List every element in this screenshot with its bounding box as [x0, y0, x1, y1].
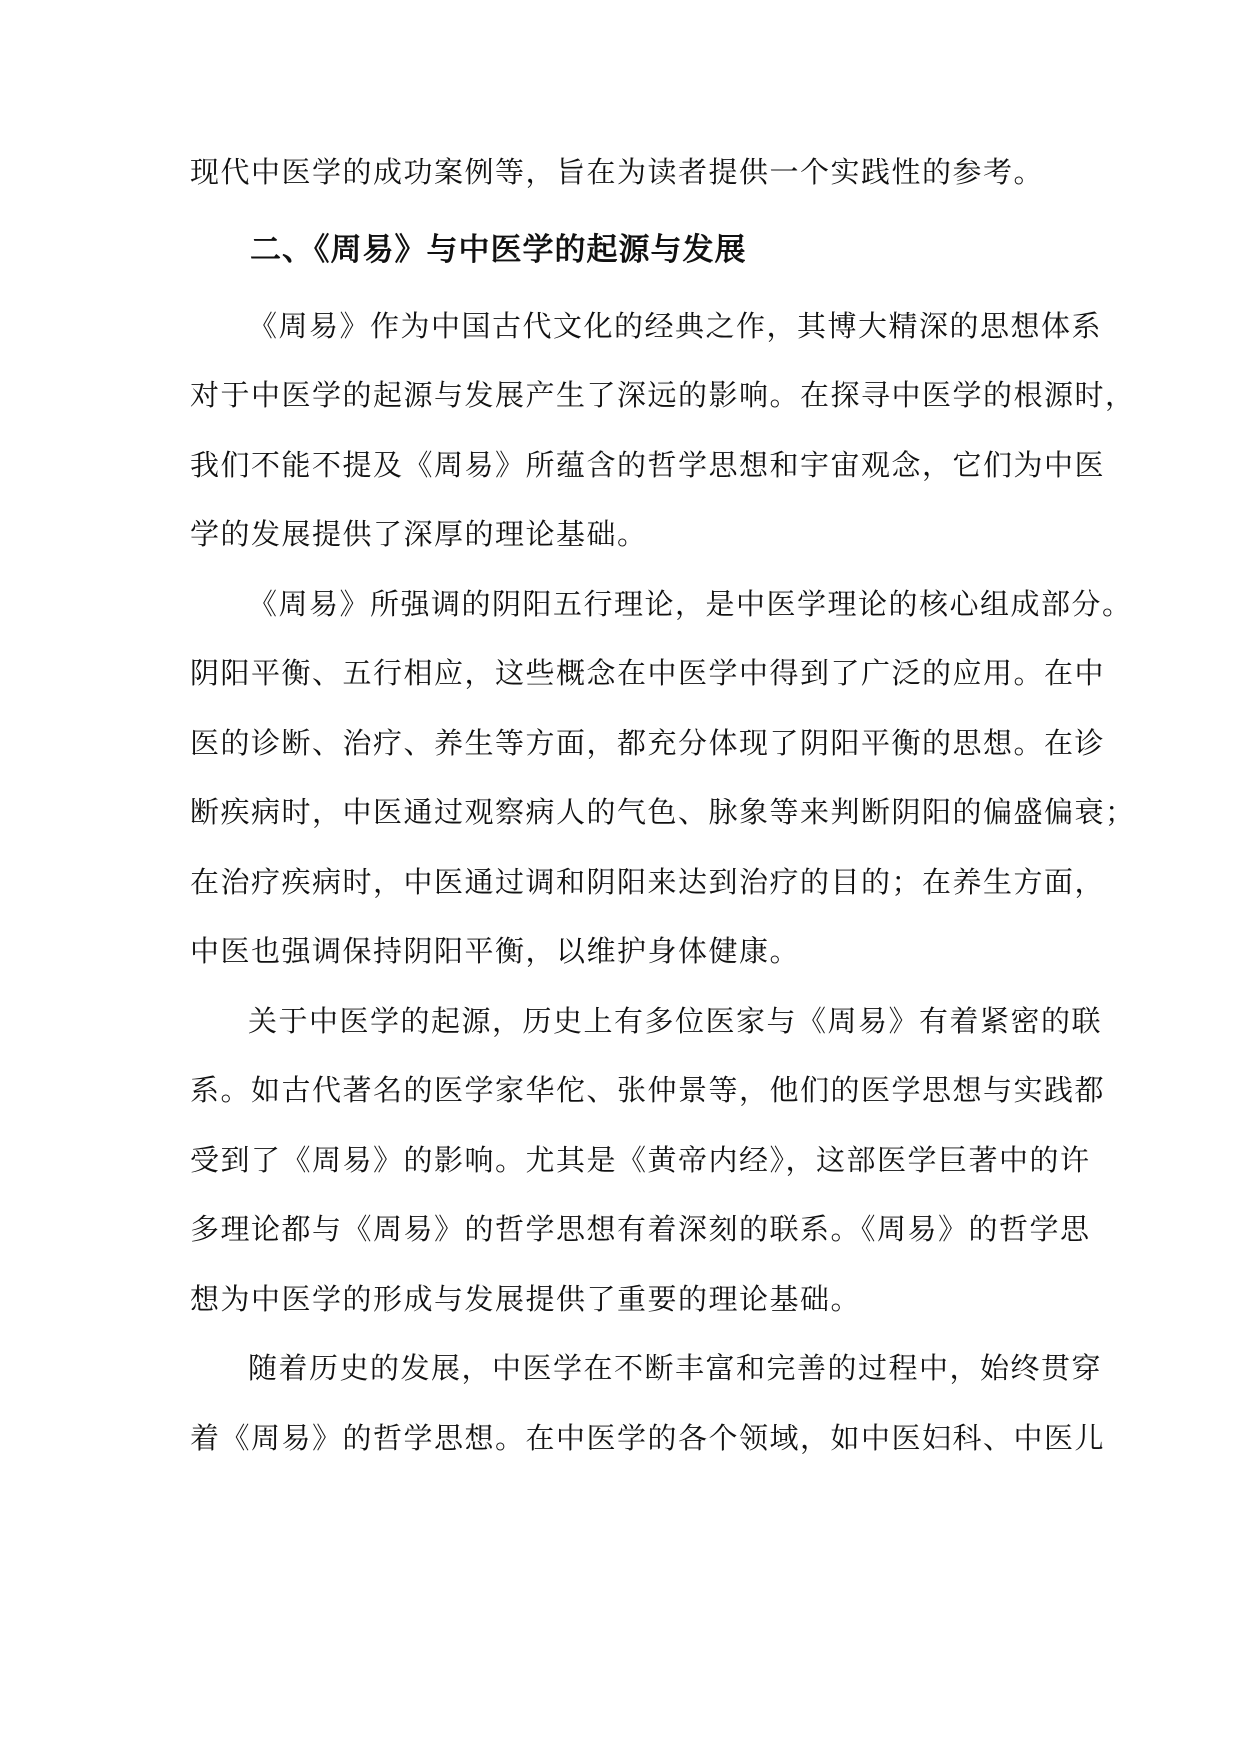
text-line: 断疾病时，中医通过观察病人的气色、脉象等来判断阴阳的偏盛偏衰； — [190, 795, 1136, 829]
text-line: 医的诊断、治疗、养生等方面，都充分体现了阴阳平衡的思想。在诊 — [190, 726, 1106, 760]
text-line: 着《周易》的哲学思想。在中医学的各个领域，如中医妇科、中医儿 — [190, 1421, 1106, 1455]
text-line: 想为中医学的形成与发展提供了重要的理论基础。 — [190, 1282, 862, 1316]
text-line: 《周易》作为中国古代文化的经典之作，其博大精深的思想体系 — [248, 309, 1103, 343]
text-line: 《周易》所强调的阴阳五行理论，是中医学理论的核心组成部分。 — [248, 587, 1133, 621]
text-line: 阴阳平衡、五行相应，这些概念在中医学中得到了广泛的应用。在中 — [190, 656, 1106, 690]
text-line: 中医也强调保持阴阳平衡，以维护身体健康。 — [190, 934, 801, 968]
section-heading: 二、《周易》与中医学的起源与发展 — [250, 232, 747, 268]
text-line: 受到了《周易》的影响。尤其是《黄帝内经》，这部医学巨著中的许 — [190, 1143, 1091, 1177]
text-line: 对于中医学的起源与发展产生了深远的影响。在探寻中医学的根源时， — [190, 378, 1136, 412]
text-line: 系。如古代著名的医学家华佗、张仲景等，他们的医学思想与实践都 — [190, 1073, 1106, 1107]
text-line: 多理论都与《周易》的哲学思想有着深刻的联系。《周易》的哲学思 — [190, 1212, 1091, 1246]
text-line: 在治疗疾病时，中医通过调和阴阳来达到治疗的目的；在养生方面， — [190, 865, 1106, 899]
text-line: 现代中医学的成功案例等，旨在为读者提供一个实践性的参考。 — [190, 155, 1045, 189]
text-line: 学的发展提供了深厚的理论基础。 — [190, 517, 648, 551]
text-line: 关于中医学的起源，历史上有多位医家与《周易》有着紧密的联 — [248, 1004, 1103, 1038]
text-line: 随着历史的发展，中医学在不断丰富和完善的过程中，始终贯穿 — [248, 1351, 1103, 1385]
text-line: 我们不能不提及《周易》所蕴含的哲学思想和宇宙观念，它们为中医 — [190, 448, 1106, 482]
